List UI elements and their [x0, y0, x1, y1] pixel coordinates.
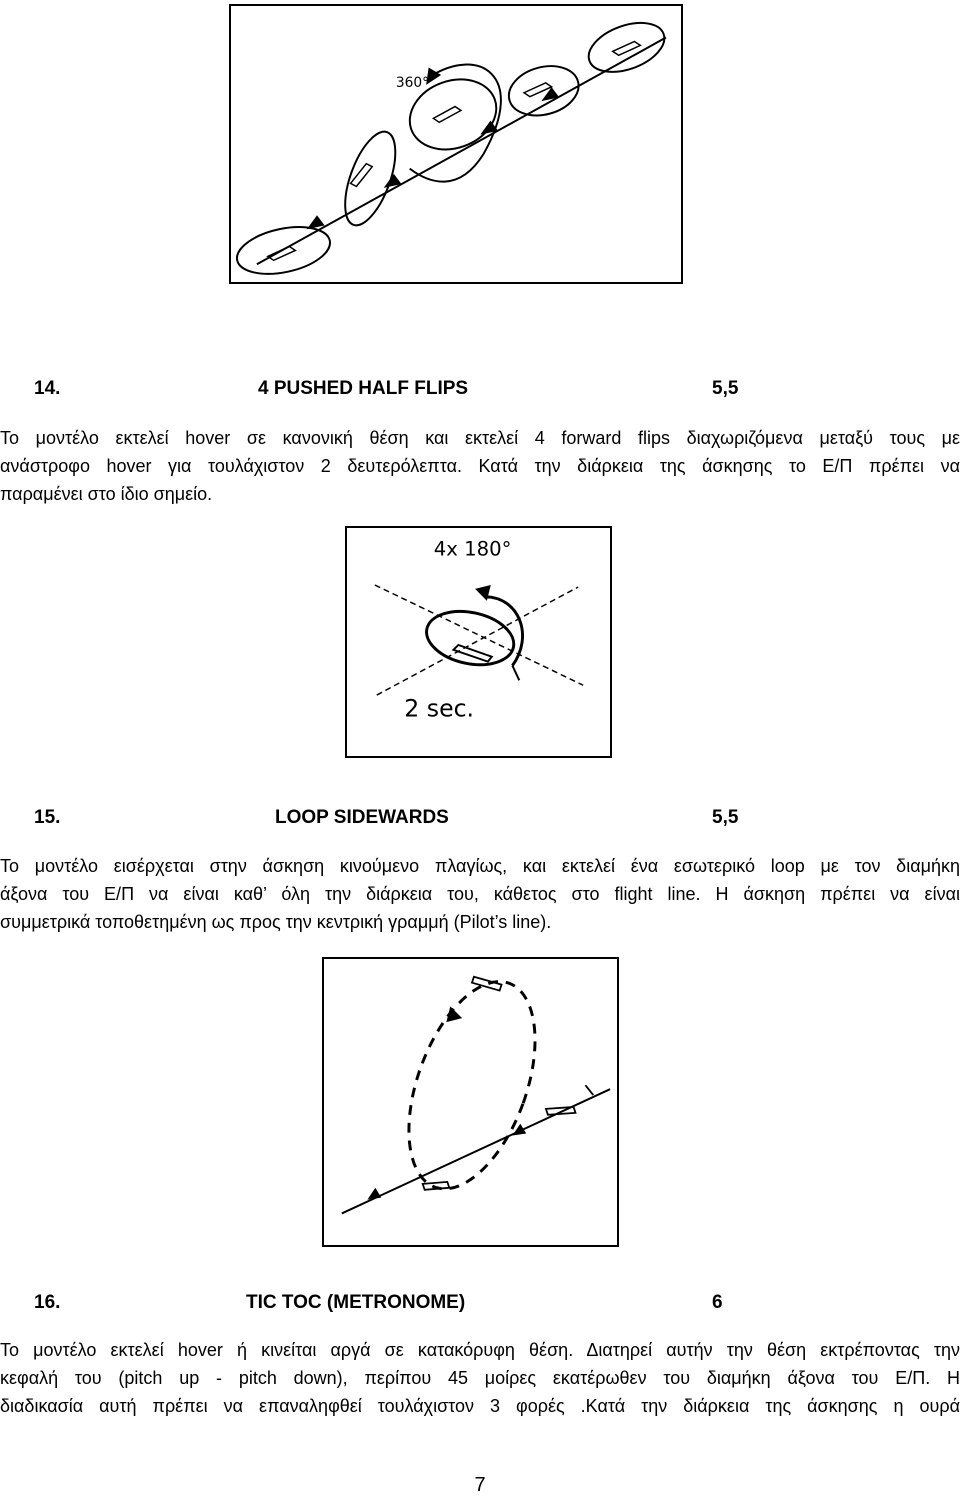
paragraph-line: ανάστροφο hover για τουλάχιστον 2 δευτερόλεπτα. Κατά την διάρκεια της άσκησης το Ε/Π πρέπει να: [0, 456, 960, 476]
loop-arrow: [446, 1006, 462, 1022]
section-14-score: 5,5: [712, 378, 739, 399]
page-number: 7: [474, 1474, 486, 1496]
section-15-number: 15.: [34, 807, 61, 828]
helicopter-tail: [512, 666, 519, 681]
paragraph-line: Το μοντέλο εκτελεί hover σε κανονική θέση και εκτελεί 4 forward flips διαχωριζόμενα μεταξύ τους με: [0, 428, 960, 448]
rotation-label: 360°: [395, 74, 430, 91]
paragraph-line: κεφαλή του (pitch up - pitch down), περίπου 45 μοίρες εκατέρωθεν του διαμήκη άξονα του Ε/Π. Η: [0, 1368, 960, 1388]
half-flip-angle-label: 4x 180°: [433, 537, 512, 561]
path-arrow: [367, 1188, 381, 1200]
paragraph-line: συμμετρικά τοποθετημένη ως προς την κεντρική γραμμή (Pilot’s line).: [0, 912, 552, 932]
loop-ellipse: [384, 965, 560, 1206]
section-16-title: TIC TOC (METRONOME): [246, 1292, 466, 1313]
section-14-paragraph: [0, 424, 960, 508]
section-15-score: 5,5: [712, 807, 739, 828]
axis-line: [377, 587, 578, 695]
section-16-score: 6: [712, 1292, 723, 1313]
section-16-number: 16.: [34, 1292, 61, 1313]
helicopter-icon: [433, 107, 461, 123]
paragraph-line: Το μοντέλο εισέρχεται στην άσκηση κινούμενο πλαγίως, και εκτελεί ένα εσωτερικό loop με τον διαμήκη: [0, 856, 960, 876]
loop-sidewards-diagram: [322, 957, 619, 1247]
helicopter-tail: [585, 1085, 593, 1095]
path-arrow: [309, 217, 323, 228]
section-14-title: 4 PUSHED HALF FLIPS: [258, 378, 469, 399]
pushed-half-flips-diagram: [345, 526, 612, 758]
section-15-title: LOOP SIDEWARDS: [275, 807, 449, 828]
section-15-paragraph: [0, 852, 960, 936]
section-16-paragraph: [0, 1336, 960, 1420]
helicopter-icon: [268, 247, 296, 261]
rotation-arrow: [427, 69, 439, 83]
paragraph-line: άξονα του Ε/Π να είναι καθ’ όλη την διάρκεια του, κάθετος στο flight line. Η άσκηση πρέπει να είναι: [0, 884, 960, 904]
section-14-number: 14.: [34, 378, 61, 399]
axis-line: [375, 585, 583, 685]
loop-sidewards-drawing: [324, 959, 617, 1245]
path-arrow: [544, 89, 558, 100]
flips-diagram-drawing: [231, 6, 681, 282]
helicopter-icon: [423, 1182, 450, 1190]
flips-diagram: [229, 4, 683, 284]
duration-label: 2 sec.: [404, 694, 475, 723]
helicopter-icon: [453, 645, 491, 662]
hover-ellipse: [422, 604, 519, 672]
paragraph-line: παραμένει στο ίδιο σημείο.: [0, 484, 213, 504]
paragraph-line: Το μοντέλο εκτελεί hover ή κινείται αργά σε κατακόρυφη θέση. Διατηρεί αυτήν την θέση εκτρέποντας την: [0, 1340, 960, 1360]
pushed-half-flips-drawing: [347, 528, 610, 756]
paragraph-line: διαδικασία αυτή πρέπει να επαναληφθεί τουλάχιστον 3 φορές .Κατά την διάρκεια της άσκησης η ουρά: [0, 1396, 960, 1416]
flip-ellipse: [582, 14, 671, 82]
